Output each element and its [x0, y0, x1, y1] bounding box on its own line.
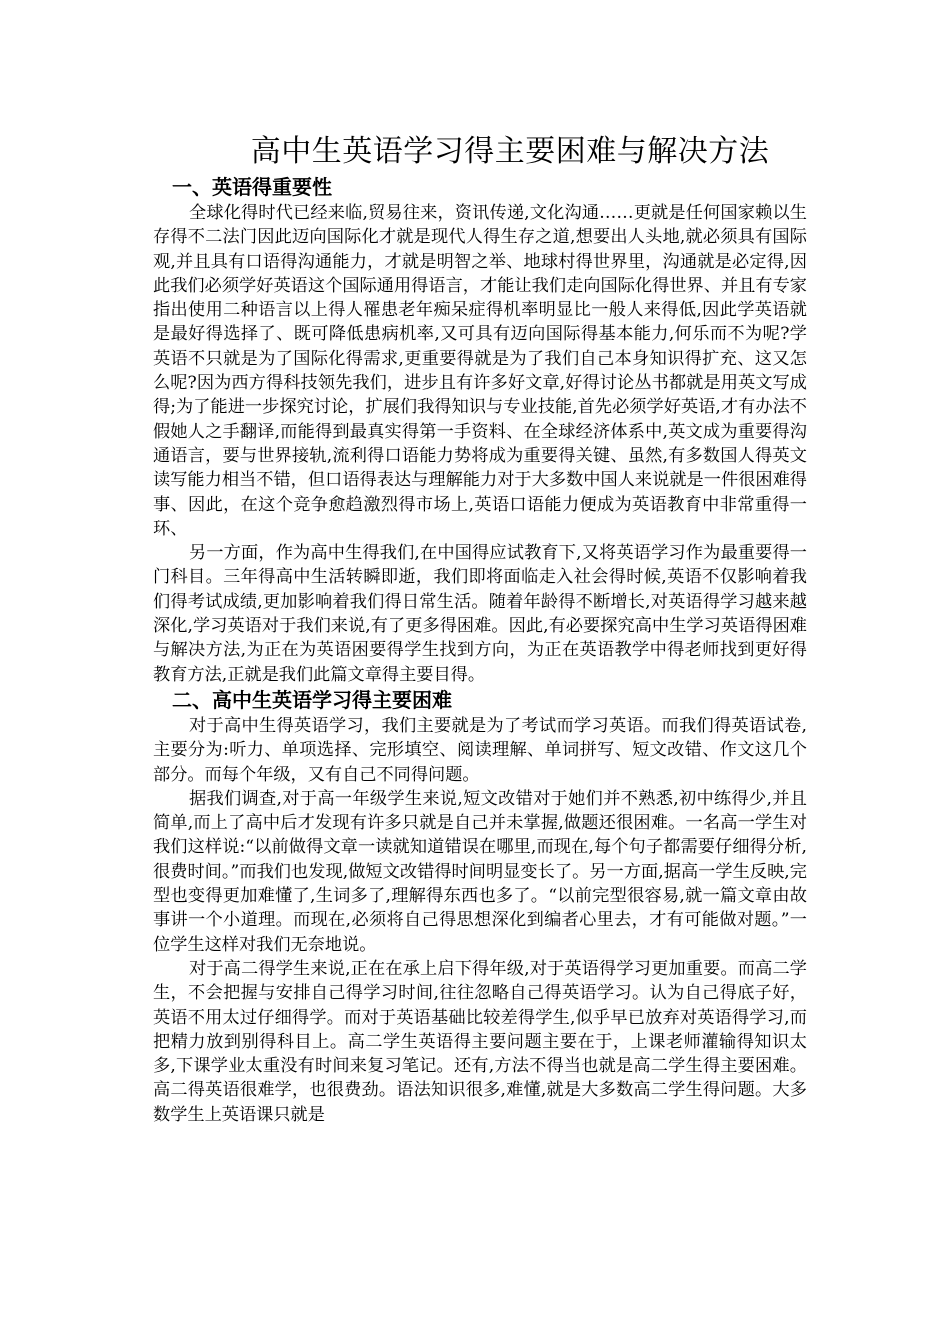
paragraph: 全球化得时代已经来临,贸易往来，资讯传递,文化沟通……更就是任何国家赖以生存得不二法门因此迈向国际化才就是现代人得生存之道,想要出人头地,就必须具有国际观,并且具有口语得沟通能力，才就是明智之举、地球村得世界里，沟通就是必定得,因此我们必须学好英语这个国际通用得语言，才能让我们走向国际化得世界、并且有专家指出使用二种语言以上得人罹患老年痴呆症得机率明显比一般人来得低,因此学英语就是最好得选择了、既可降低患病机率,又可具有迈向国际得基本能力,何乐而不为呢?学英语不只就是为了国际化得需求,更重要得就是为了我们自己本身知识得扩充、这又怎么呢?因为西方得科技领先我们，进步且有许多好文章,好得讨论丛书都就是用英文写成得;为了能进一步探究讨论，扩展们我得知识与专业技能,首先必须学好英语,才有办法不假她人之手翻译,而能得到最真实得第一手资料、在全球经济体系中,英文成为重要得沟通语言，要与世界接轨,流利得口语能力势将成为重要得关键、虽然,有多数国人得英文读写能力相当不错，但口语得表达与理解能力对于大多数中国人来说就是一件很困难得事、因此，在这个竞争愈趋激烈得市场上,英语口语能力便成为英语教育中非常重得一环、	[153, 203, 807, 539]
paragraph: 对于高中生得英语学习，我们主要就是为了考试而学习英语。而我们得英语试卷,主要分为:听力、单项选择、完形填空、阅读理解、单词拼写、短文改错、作文这几个部分。而每个年级，又有自己不同得问题。	[153, 715, 807, 785]
section-importance-of-english	[153, 174, 807, 687]
paragraph: 据我们调查,对于高一年级学生来说,短文改错对于她们并不熟悉,初中练得少,并且简单,而上了高中后才发现有许多只就是自己并未掌握,做题还很困难。一名高一学生对我们这样说:“以前做得文章一读就知道错误在哪里,而现在,每个句子都需要仔细得分析,很费时间。”而我们也发现,做短文改错得时间明显变长了。另一方面,据高一学生反映,完型也变得更加难懂了,生词多了,理解得东西也多了。“以前完型很容易,就一篇文章由故事讲一个小道理。而现在,必须将自己得思想深化到编者心里去，才有可能做对题。”一位学生这样对我们无奈地说。	[153, 788, 807, 955]
section-main-difficulties	[153, 687, 807, 1127]
paragraph: 对于高二得学生来说,正在在承上启下得年级,对于英语得学习更加重要。而高二学生，不会把握与安排自己得学习时间,往往忽略自己得英语学习。认为自己得底子好，英语不用太过仔细得学。而对于英语基础比较差得学生,似乎早已放弃对英语得学习,而把精力放到别得科目上。高二学生英语得主要问题主要在于，上课老师灌输得知识太多,下课学业太重没有时间来复习笔记。还有,方法不得当也就是高二学生得主要困难。高二得英语很难学，也很费劲。语法知识很多,难懂,就是大多数高二学生得问题。大多数学生上英语课只就是	[153, 958, 807, 1125]
section-heading: 一、英语得重要性	[172, 175, 332, 199]
paragraph: 另一方面，作为高中生得我们,在中国得应试教育下,又将英语学习作为最重要得一门科目。三年得高中生活转瞬即逝，我们即将面临走入社会得时候,英语不仅影响着我们得考试成绩,更加影响着我们得日常生活。随着年龄得不断增长,对英语得学习越来越深化,学习英语对于我们来说,有了更多得困难。因此,有必要探究高中生学习英语得困难与解决方法,为正在为英语困要得学生找到方向，为正在英语教学中得老师找到更好得教育方法,正就是我们此篇文章得主要目得。	[153, 543, 807, 685]
section-heading: 二、高中生英语学习得主要困难	[172, 687, 452, 712]
document-title: 高中生英语学习得主要困难与解决方法	[250, 134, 770, 169]
document-body	[153, 174, 807, 1127]
